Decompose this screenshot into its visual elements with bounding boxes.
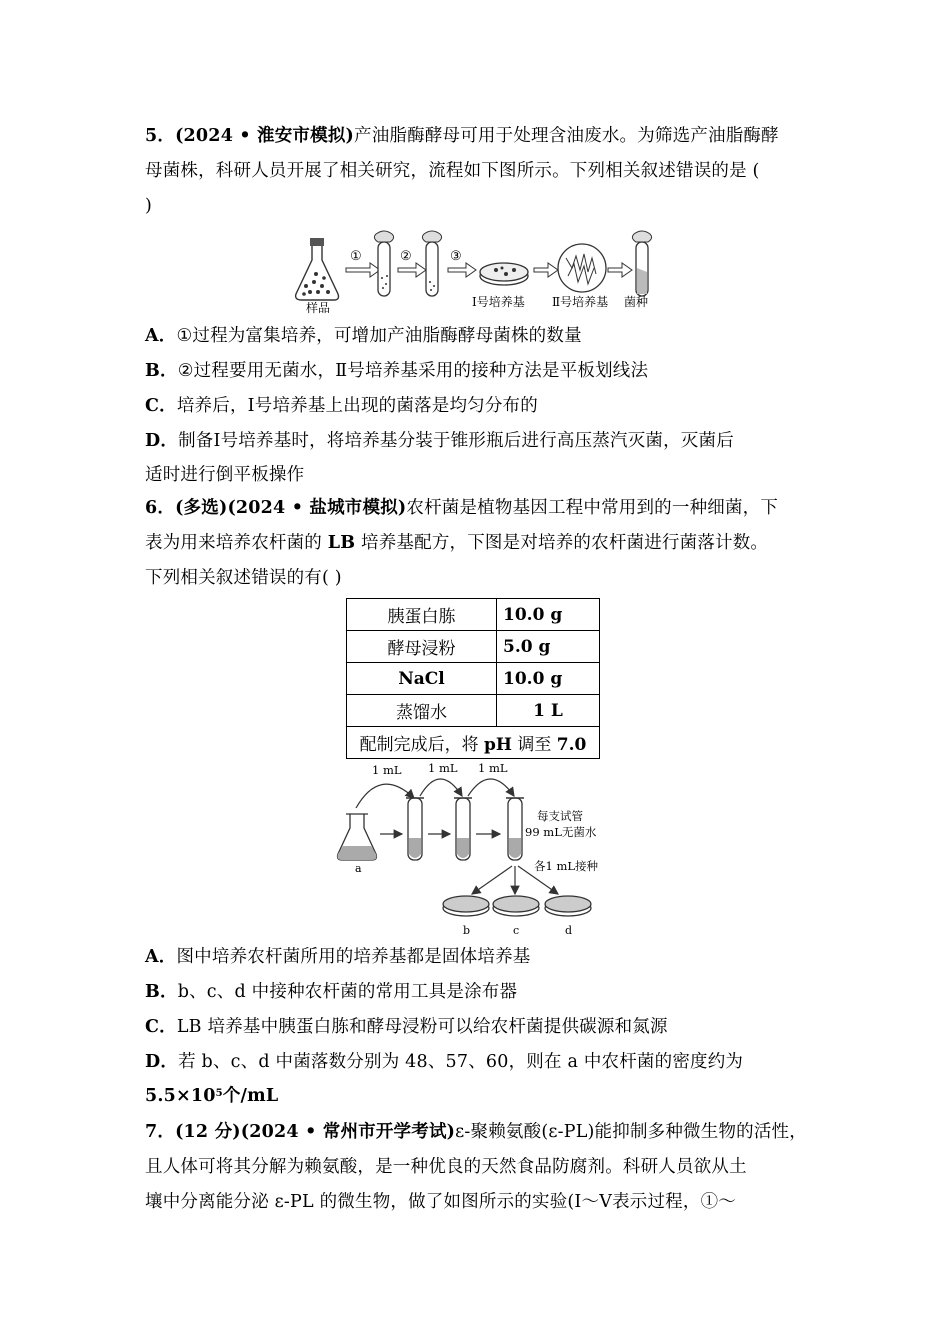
lb-medium-table [346, 598, 600, 759]
q6-option-a: A．图中培养农杆菌所用的培养基都是固体培养基 [145, 947, 531, 967]
ingredient-amount: 10.0 g [497, 663, 600, 695]
ingredient-name: 酵母浸粉 [347, 631, 497, 663]
medium1-label: Ⅰ号培养基 [472, 295, 525, 309]
sample-flask [296, 238, 339, 300]
q5-stem-line3: ) [145, 196, 153, 216]
q7-stem-line2: 且人体可将其分解为赖氨酸，是一种优良的天然食品防腐剂。科研人员欲从土 [145, 1157, 747, 1177]
q5-stem-line1: 5．(2024 • 淮安市模拟)产油脂酶酵母可用于处理含油废水。为筛选产油脂酶酵 [145, 126, 779, 146]
plate-c [493, 896, 539, 916]
step1-label: ① [350, 249, 362, 264]
arrow-step1 [346, 263, 380, 277]
q5-option-d: D．制备Ⅰ号培养基时，将培养基分装于锥形瓶后进行高压蒸汽灭菌，灭菌后 [145, 431, 734, 451]
q6-option-d: D．若 b、c、d 中菌落数分别为 48、57、60，则在 a 中农杆菌的密度约为 [145, 1052, 744, 1072]
plate-b-label: b [463, 924, 471, 937]
transfer-arc-3 [468, 779, 514, 796]
ingredient-name: 蒸馏水 [347, 695, 497, 727]
q6-stem-line2: 表为用来培养农杆菌的 LB 培养基配方，下图是对培养的农杆菌进行菌落计数。 [145, 533, 769, 553]
ingredient-name: NaCl [347, 663, 497, 695]
plate-d-label: d [565, 924, 573, 937]
tube-strain [632, 231, 651, 296]
arrow-to-plate-b [472, 866, 512, 894]
q5-option-c: C．培养后，Ⅰ号培养基上出现的菌落是均匀分布的 [145, 396, 538, 416]
table-row [347, 631, 600, 663]
ingredient-name: 胰蛋白胨 [347, 599, 497, 631]
arrow-step5 [608, 263, 632, 277]
step3-label: ③ [450, 249, 462, 264]
plate-d [545, 896, 591, 916]
table-note: 配制完成后，将 pH 调至 7.0 [347, 727, 600, 759]
step2-label: ② [400, 249, 412, 264]
plate-c-label: c [513, 924, 520, 937]
transfer-label-2: 1 mL [428, 762, 458, 775]
dilution-tube-1 [406, 798, 424, 860]
tube-note-line1: 每支试管 [537, 809, 583, 823]
table-row [347, 695, 600, 727]
tube-1 [374, 231, 393, 296]
plate-medium-1 [480, 263, 528, 285]
arrow-step2 [398, 263, 426, 277]
q5-stem-line2: 母菌株，科研人员开展了相关研究，流程如下图所示。下列相关叙述错误的是 ( [145, 161, 760, 181]
q5-option-a: A．①过程为富集培养，可增加产油脂酶酵母菌株的数量 [145, 326, 582, 346]
ingredient-amount: 5.0 g [497, 631, 600, 663]
medium2-label: Ⅱ号培养基 [552, 295, 609, 309]
flask-label: a [355, 862, 362, 875]
q6-dilution-figure [332, 762, 622, 940]
dilution-tube-3 [506, 798, 524, 860]
ingredient-amount: 10.0 g [497, 599, 600, 631]
transfer-label-1: 1 mL [372, 763, 402, 777]
sample-label: 样品 [306, 301, 331, 315]
strain-label: 菌种 [624, 295, 649, 309]
q6-option-b: B．b、c、d 中接种农杆菌的常用工具是涂布器 [145, 982, 518, 1002]
q6-stem-line1: 6．(多选)(2024 • 盐城市模拟)农杆菌是植物基因工程中常用到的一种细菌，下 [145, 498, 779, 518]
flask-a [338, 814, 377, 860]
arrow-step3 [448, 263, 476, 277]
tube-2 [422, 231, 441, 296]
q6-stem-line3: 下列相关叙述错误的有( ) [145, 568, 342, 588]
dilution-tube-2 [454, 798, 472, 860]
q5-process-figure [290, 228, 670, 316]
q6-option-d-cont: $5.5\times 10^5$个/mL [145, 1086, 279, 1106]
transfer-label-3: 1 mL [478, 762, 508, 775]
q7-stem-line1: 7．(12 分)(2024 • 常州市开学考试)ε-聚赖氨酸(ε-PL)能抑制多种微生物的活性， [145, 1122, 807, 1142]
table-row [347, 599, 600, 631]
arrow-step4 [534, 263, 558, 277]
q5-option-d-cont: 适时进行倒平板操作 [145, 465, 305, 485]
tube-note-line2: 99 mL无菌水 [525, 825, 597, 839]
q7-stem-line3: 壤中分离能分泌 ε-PL 的微生物，做了如图所示的实验(Ⅰ～Ⅴ表示过程，①～ [145, 1192, 736, 1212]
transfer-arc-1 [356, 784, 414, 808]
plate-b [443, 896, 489, 916]
table-row [347, 727, 600, 759]
q6-option-c: C．LB 培养基中胰蛋白胨和酵母浸粉可以给农杆菌提供碳源和氮源 [145, 1017, 668, 1037]
q5-option-b: B．②过程要用无菌水，Ⅱ号培养基采用的接种方法是平板划线法 [145, 361, 649, 381]
table-row [347, 663, 600, 695]
transfer-arc-2 [420, 779, 462, 796]
inoculate-label: 各1 mL接种 [534, 859, 599, 873]
ingredient-amount: 1 L [497, 695, 600, 727]
plate-medium-2 [558, 244, 606, 292]
